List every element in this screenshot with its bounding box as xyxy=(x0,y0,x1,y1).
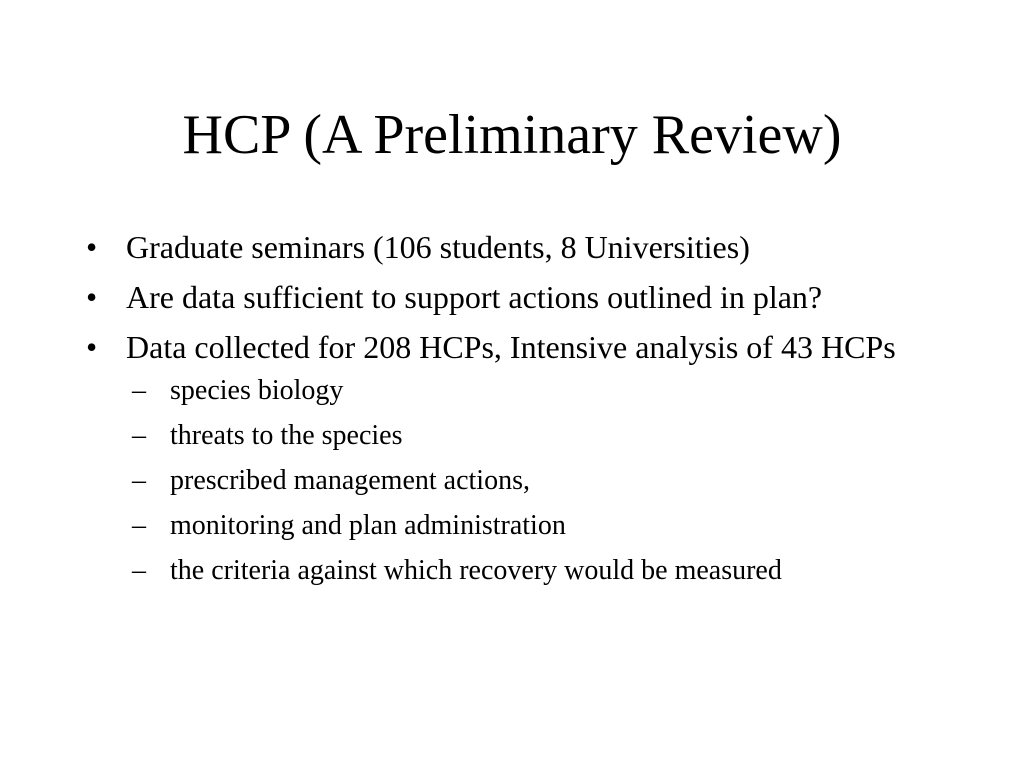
sub-bullet-marker: – xyxy=(132,555,146,586)
sub-bullet-text: species biology xyxy=(170,375,344,406)
sub-bullet-item xyxy=(126,509,946,542)
sub-bullet-item xyxy=(126,419,946,452)
sub-bullet-marker: – xyxy=(132,375,146,406)
sub-bullet-text: the criteria against which recovery would be measured xyxy=(170,555,782,586)
bullet-list xyxy=(86,228,946,599)
bullet-text: Are data sufficient to support actions outlined in plan? xyxy=(126,279,823,315)
sub-bullet-marker: – xyxy=(132,420,146,451)
bullet-item xyxy=(86,278,946,316)
sub-bullet-text: prescribed management actions, xyxy=(170,465,530,496)
bullet-marker: • xyxy=(86,329,98,365)
bullet-item xyxy=(86,328,946,587)
bullet-item xyxy=(86,228,946,266)
bullet-text: Data collected for 208 HCPs, Intensive analysis of 43 HCPs xyxy=(126,329,896,365)
sub-bullet-marker: – xyxy=(132,510,146,541)
sub-bullet-text: threats to the species xyxy=(170,420,403,451)
bullet-marker: • xyxy=(86,279,98,315)
bullet-text: Graduate seminars (106 students, 8 Universities) xyxy=(126,229,750,265)
sub-bullet-list xyxy=(126,374,946,587)
sub-bullet-item xyxy=(126,554,946,587)
sub-bullet-item xyxy=(126,374,946,407)
sub-bullet-item xyxy=(126,464,946,497)
slide-title: HCP (A Preliminary Review) xyxy=(182,104,842,166)
bullet-marker: • xyxy=(86,229,98,265)
sub-bullet-text: monitoring and plan administration xyxy=(170,510,566,541)
sub-bullet-marker: – xyxy=(132,465,146,496)
